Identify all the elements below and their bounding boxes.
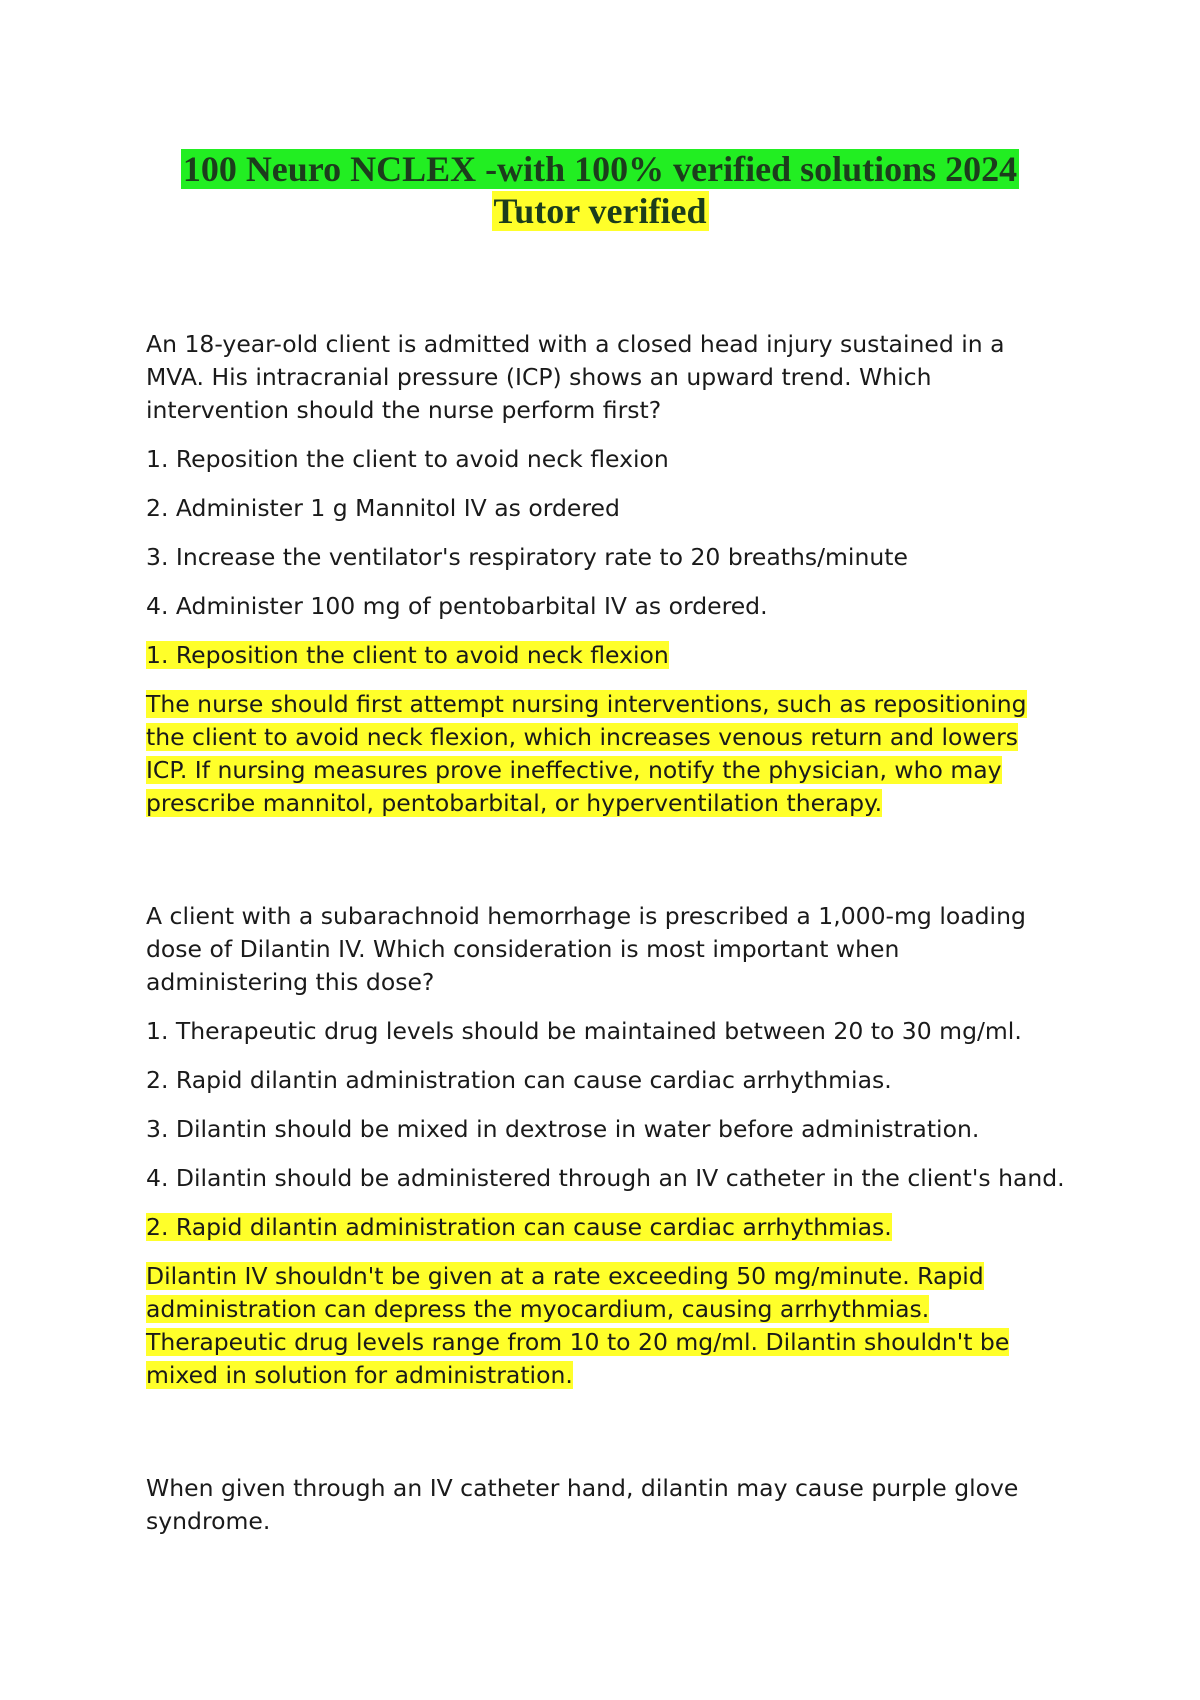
answer-option: 2. Rapid dilantin administration can cause cardiac arrhythmias.: [146, 1066, 892, 1094]
section-spacer: [146, 1408, 1066, 1472]
trailing-note: When given through an IV catheter hand, dilantin may cause purple glove syndrome.: [146, 1474, 1019, 1535]
document-body: [146, 328, 1066, 1554]
correct-answer: 2. Rapid dilantin administration can cause cardiac arrhythmias.: [146, 1213, 892, 1241]
question-block: [146, 328, 1066, 820]
answer-option: 3. Dilantin should be mixed in dextrose in water before administration.: [146, 1115, 980, 1143]
title-line-2: Tutor verified: [493, 191, 707, 231]
title-line-1: 100 Neuro NCLEX -with 100% verified solutions 2024: [182, 149, 1018, 189]
document-title: [0, 148, 1200, 232]
answer-option: 2. Administer 1 g Mannitol IV as ordered: [146, 494, 620, 522]
answer-option: 1. Reposition the client to avoid neck flexion: [146, 445, 669, 473]
question-stem: A client with a subarachnoid hemorrhage is prescribed a 1,000-mg loading dose of Dilantin IV. Which consideration is most important when administering this dose?: [146, 902, 1026, 996]
section-spacer: [146, 836, 1066, 900]
answer-rationale: The nurse should first attempt nursing interventions, such as repositioning the client to avoid neck flexion, which increases venous return and lowers ICP. If nursing measures prove ineffective, notify the physician, who may prescribe mannitol, pentobarbital, or hyperventilation therapy.: [146, 690, 1027, 817]
answer-rationale: Dilantin IV shouldn't be given at a rate exceeding 50 mg/minute. Rapid administration can depress the myocardium, causing arrhythmias. Therapeutic drug levels range from 10 to 20 mg/ml. Dilantin shouldn't be mixed in solution for administration.: [146, 1262, 1010, 1389]
answer-option: 4. Dilantin should be administered through an IV catheter in the client's hand.: [146, 1164, 1065, 1192]
answer-option: 1. Therapeutic drug levels should be maintained between 20 to 30 mg/ml.: [146, 1017, 1022, 1045]
question-stem: An 18-year-old client is admitted with a closed head injury sustained in a MVA. His intracranial pressure (ICP) shows an upward trend. Which intervention should the nurse perform first?: [146, 330, 1005, 424]
answer-option: 3. Increase the ventilator's respiratory rate to 20 breaths/minute: [146, 543, 908, 571]
question-block: [146, 900, 1066, 1392]
answer-option: 4. Administer 100 mg of pentobarbital IV as ordered.: [146, 592, 768, 620]
correct-answer: 1. Reposition the client to avoid neck flexion: [146, 641, 669, 669]
